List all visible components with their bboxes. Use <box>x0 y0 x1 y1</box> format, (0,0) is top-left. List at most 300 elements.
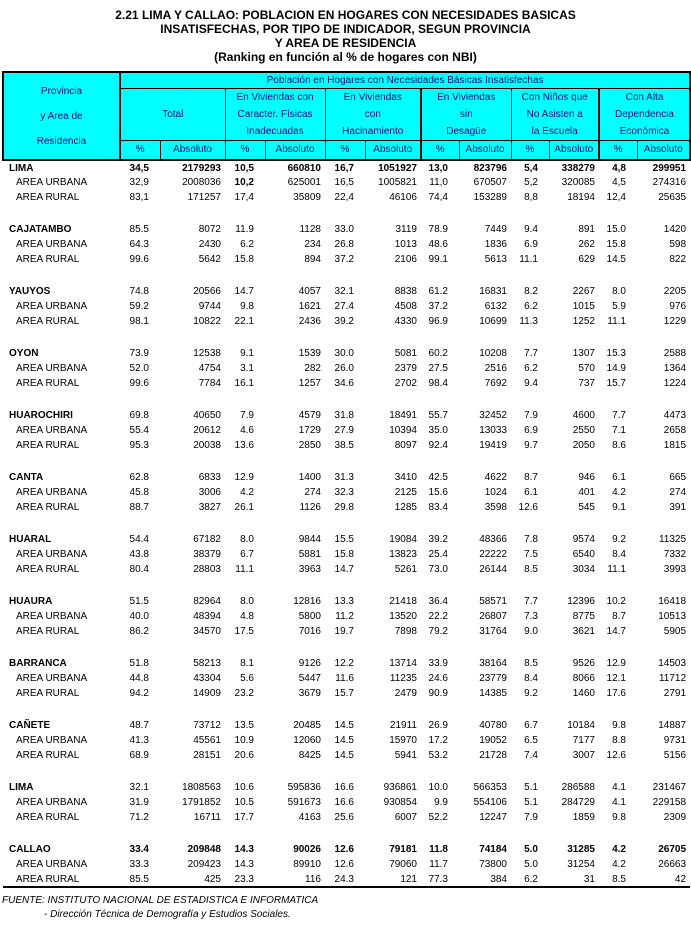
pct-value: 25.6 <box>334 812 354 823</box>
abs-value: 1460 <box>572 688 595 699</box>
pct-value: 43.8 <box>129 549 149 560</box>
abs-value: 31764 <box>479 626 507 637</box>
abs-value: 7332 <box>663 549 687 560</box>
title-line-1: 2.21 LIMA Y CALLAO: POBLACION EN HOGARES CON NECESIDADES BASICAS <box>115 8 576 22</box>
pct-value: 7.9 <box>524 410 538 421</box>
abs-value: 2516 <box>484 363 507 374</box>
pct-value: 12.1 <box>606 673 626 684</box>
pct-value: 16,5 <box>334 177 354 188</box>
pct-value: 8.4 <box>612 549 626 560</box>
abs-value: 21911 <box>389 720 417 731</box>
pct-value: 9.4 <box>524 378 538 389</box>
area-row <box>3 376 690 391</box>
pct-value: 19.7 <box>334 626 354 637</box>
province-row <box>3 470 690 485</box>
province-row <box>3 408 690 423</box>
abs-value: 2267 <box>572 286 595 297</box>
abs-value: 670507 <box>473 177 507 188</box>
pct-value: 26.0 <box>334 363 354 374</box>
abs-value: 1024 <box>484 487 507 498</box>
abs-value: 2179293 <box>182 162 221 174</box>
abs-value: 13714 <box>389 658 417 669</box>
abs-value: 3963 <box>298 564 321 575</box>
abs-value: 976 <box>669 301 687 312</box>
abs-value: 5081 <box>394 348 417 359</box>
abs-value: 42 <box>674 873 687 885</box>
abs-value: 48366 <box>479 534 507 545</box>
abs-value: 1364 <box>663 363 687 374</box>
subheader-pct-total: % <box>120 140 160 160</box>
abs-value: 1257 <box>298 378 321 389</box>
pct-value: 99.6 <box>129 378 149 389</box>
area-row <box>3 237 690 252</box>
subheader-abs-ninos-no-escuela: Absoluto <box>549 140 599 160</box>
group-header-sin-desague: En Viviendas sin Desagüe <box>421 88 511 140</box>
abs-value: 20485 <box>293 720 321 731</box>
abs-value: 116 <box>305 873 321 885</box>
pct-value: 92.4 <box>428 440 448 451</box>
abs-value: 28151 <box>193 750 221 761</box>
pct-value: 8.4 <box>524 673 538 684</box>
pct-value: 32,9 <box>129 177 149 188</box>
pct-value: 10.0 <box>428 782 448 793</box>
abs-value: 545 <box>578 502 595 513</box>
pct-value: 9.8 <box>240 301 254 312</box>
abs-value: 1285 <box>394 502 417 513</box>
spacer-row <box>3 825 690 842</box>
abs-value: 46106 <box>389 192 417 203</box>
pct-value: 4.2 <box>240 487 254 498</box>
abs-value: 660810 <box>287 162 321 174</box>
abs-value: 20038 <box>193 440 221 451</box>
row-label: YAUYOS <box>9 286 51 297</box>
area-row <box>3 547 690 562</box>
abs-value: 665 <box>669 472 687 483</box>
source-note: FUENTE: INSTITUTO NACIONAL DE ESTADISTICA E INFORMATICA <box>2 895 319 906</box>
abs-value: 13520 <box>389 611 417 622</box>
province-row <box>3 656 690 671</box>
pct-value: 11.1 <box>607 564 626 575</box>
pct-value: 14.5 <box>606 254 626 265</box>
abs-value: 9731 <box>663 735 687 746</box>
abs-value: 34570 <box>193 626 221 637</box>
abs-value: 554106 <box>473 797 507 808</box>
abs-value: 13033 <box>479 425 507 436</box>
row-label: AREA RURAL <box>16 254 80 265</box>
pct-value: 83,1 <box>129 192 149 203</box>
pct-value: 5.1 <box>524 782 538 793</box>
group-header-ninos-no-escuela: Con Niños que No Asisten a la Escuela <box>511 88 599 140</box>
pct-value: 68.9 <box>129 750 149 761</box>
pct-value: 27.5 <box>428 363 448 374</box>
abs-value: 4600 <box>572 410 595 421</box>
abs-value: 9574 <box>572 534 595 545</box>
abs-value: 6540 <box>572 549 595 560</box>
pct-value: 79.2 <box>428 626 448 637</box>
pct-value: 6.1 <box>524 487 538 498</box>
area-row <box>3 733 690 748</box>
pct-value: 7.7 <box>524 348 538 359</box>
pct-value: 52.2 <box>428 812 448 823</box>
abs-value: 4057 <box>298 286 321 297</box>
pct-value: 37.2 <box>334 254 354 265</box>
abs-value: 10699 <box>479 316 507 327</box>
pct-value: 12,4 <box>606 192 626 203</box>
abs-value: 13823 <box>389 549 417 560</box>
abs-value: 12396 <box>567 596 595 607</box>
abs-value: 2702 <box>394 378 417 389</box>
pct-value: 32.3 <box>334 487 354 498</box>
abs-value: 209423 <box>187 859 221 870</box>
pct-value: 8.7 <box>524 472 538 483</box>
pct-value: 10.9 <box>234 735 254 746</box>
group-header-total: Total <box>120 88 225 140</box>
pct-value: 39.2 <box>334 316 354 327</box>
abs-value: 6833 <box>198 472 221 483</box>
abs-value: 38379 <box>193 549 221 560</box>
pct-value: 40.0 <box>129 611 149 622</box>
abs-value: 5800 <box>298 611 321 622</box>
pct-value: 69.8 <box>129 410 149 421</box>
abs-value: 7449 <box>484 224 507 235</box>
pct-value: 27.4 <box>334 301 354 312</box>
pct-value: 16.1 <box>234 378 254 389</box>
row-label: AREA URBANA <box>16 487 88 498</box>
pct-value: 23.2 <box>234 688 254 699</box>
abs-value: 67182 <box>193 534 221 545</box>
abs-value: 8425 <box>298 750 321 761</box>
pct-value: 7.7 <box>612 410 626 421</box>
pct-value: 9.9 <box>434 797 448 808</box>
abs-value: 4754 <box>198 363 221 374</box>
spacer-row <box>3 205 690 222</box>
pct-value: 8.5 <box>524 564 538 575</box>
pct-value: 22.2 <box>428 611 448 622</box>
pct-value: 13.6 <box>234 440 254 451</box>
abs-value: 19084 <box>389 534 417 545</box>
abs-value: 7784 <box>198 378 221 389</box>
group-header-alta-dependencia: Con Alta Dependencia Económica <box>599 88 690 140</box>
abs-value: 2588 <box>663 348 687 359</box>
pct-value: 34,5 <box>129 162 149 174</box>
abs-value: 20612 <box>193 425 221 436</box>
pct-value: 5,4 <box>524 162 538 174</box>
pct-value: 99.6 <box>129 254 149 265</box>
pct-value: 64.3 <box>129 239 149 250</box>
pct-value: 4.8 <box>240 611 254 622</box>
pct-value: 14.5 <box>334 735 354 746</box>
abs-value: 10184 <box>567 720 595 731</box>
row-label: CAÑETE <box>9 720 51 731</box>
pct-value: 9.8 <box>612 720 626 731</box>
abs-value: 2125 <box>394 487 417 498</box>
pct-value: 8.6 <box>612 440 626 451</box>
pct-value: 9.2 <box>524 688 538 699</box>
pct-value: 45.8 <box>129 487 149 498</box>
row-label: CANTA <box>9 472 44 483</box>
abs-value: 7692 <box>484 378 507 389</box>
abs-value: 26663 <box>658 859 687 870</box>
row-label: HUARAL <box>9 534 52 545</box>
pct-value: 37.2 <box>428 301 448 312</box>
abs-value: 82964 <box>193 596 221 607</box>
abs-value: 19419 <box>479 440 507 451</box>
row-label: HUAROCHIRI <box>9 410 73 421</box>
abs-value: 38164 <box>479 658 507 669</box>
pct-value: 11.1 <box>519 254 538 265</box>
abs-value: 2658 <box>663 425 687 436</box>
pct-value: 8.7 <box>612 611 626 622</box>
abs-value: 1229 <box>663 316 687 327</box>
abs-value: 1224 <box>663 378 687 389</box>
abs-value: 6132 <box>484 301 507 312</box>
area-row <box>3 748 690 763</box>
abs-value: 171257 <box>187 192 221 203</box>
abs-value: 286588 <box>561 782 595 793</box>
pct-value: 83.4 <box>428 502 448 513</box>
pct-value: 8.0 <box>240 534 254 545</box>
abs-value: 4330 <box>394 316 417 327</box>
abs-value: 7016 <box>298 626 321 637</box>
pct-value: 85.5 <box>129 873 149 885</box>
abs-value: 31254 <box>567 859 595 870</box>
pct-value: 15.0 <box>606 224 626 235</box>
abs-value: 338279 <box>561 162 595 174</box>
abs-value: 4473 <box>663 410 687 421</box>
pct-value: 14.5 <box>334 750 354 761</box>
pct-value: 15.7 <box>334 688 354 699</box>
row-label: OYON <box>9 348 39 359</box>
pct-value: 16.6 <box>334 782 354 793</box>
abs-value: 2205 <box>663 286 687 297</box>
abs-value: 595836 <box>287 782 321 793</box>
abs-value: 153289 <box>473 192 507 203</box>
pct-value: 14.7 <box>234 286 254 297</box>
area-row <box>3 624 690 639</box>
pct-value: 8,8 <box>524 192 538 203</box>
row-label: AREA RURAL <box>16 812 80 823</box>
pct-value: 8.5 <box>524 658 538 669</box>
abs-value: 262 <box>578 239 595 250</box>
pct-value: 32.1 <box>334 286 354 297</box>
pct-value: 10.5 <box>234 797 254 808</box>
abs-value: 384 <box>490 873 507 885</box>
area-row <box>3 299 690 314</box>
pct-value: 73.0 <box>428 564 448 575</box>
row-label: AREA RURAL <box>16 688 80 699</box>
abs-value: 90026 <box>293 844 321 855</box>
subheader-pct-sin-desague: % <box>421 140 459 160</box>
abs-value: 5156 <box>663 750 687 761</box>
abs-value: 231467 <box>652 782 687 793</box>
abs-value: 12538 <box>193 348 221 359</box>
abs-value: 11235 <box>389 673 417 684</box>
pct-value: 14.7 <box>334 564 354 575</box>
abs-value: 3679 <box>298 688 321 699</box>
pct-value: 94.2 <box>129 688 149 699</box>
pct-value: 6.5 <box>524 735 538 746</box>
area-row <box>3 252 690 267</box>
row-label: AREA RURAL <box>16 440 80 451</box>
pct-value: 17.5 <box>234 626 254 637</box>
pct-value: 10,2 <box>234 177 254 188</box>
abs-value: 73712 <box>193 720 221 731</box>
group-header-hacinamiento: En Viviendas con Hacinamiento <box>325 88 421 140</box>
pct-value: 12.9 <box>606 658 626 669</box>
pct-value: 48.7 <box>129 720 149 731</box>
abs-value: 1621 <box>298 301 321 312</box>
pct-value: 77.3 <box>428 873 448 885</box>
pct-value: 61.2 <box>428 286 448 297</box>
abs-value: 3993 <box>663 564 687 575</box>
abs-value: 12247 <box>479 812 507 823</box>
pct-value: 29.8 <box>334 502 354 513</box>
row-label: AREA RURAL <box>16 750 80 761</box>
abs-value: 822 <box>669 254 687 265</box>
abs-value: 229158 <box>652 797 687 808</box>
province-row <box>3 346 690 361</box>
pct-value: 4.2 <box>612 487 626 498</box>
pct-value: 39.2 <box>428 534 448 545</box>
abs-value: 35809 <box>293 192 321 203</box>
abs-value: 1836 <box>484 239 507 250</box>
spacer-row <box>3 267 690 284</box>
subheader-pct-hacinamiento: % <box>325 140 365 160</box>
abs-value: 12060 <box>293 735 321 746</box>
province-row <box>3 780 690 795</box>
pct-value: 86.2 <box>129 626 149 637</box>
abs-value: 32452 <box>479 410 507 421</box>
nbi-table <box>2 71 691 888</box>
abs-value: 2479 <box>394 688 417 699</box>
pct-value: 36.4 <box>428 596 448 607</box>
abs-value: 14887 <box>658 720 687 731</box>
spacer-row <box>3 763 690 780</box>
abs-value: 79060 <box>389 859 417 870</box>
abs-value: 16418 <box>658 596 687 607</box>
area-row <box>3 872 690 887</box>
province-row <box>3 718 690 733</box>
pct-value: 9.4 <box>524 224 538 235</box>
pct-value: 11.8 <box>429 844 448 855</box>
pct-value: 15.3 <box>606 348 626 359</box>
subheader-abs-alta-dependencia: Absoluto <box>637 140 690 160</box>
pct-value: 42.5 <box>428 472 448 483</box>
abs-value: 4163 <box>298 812 321 823</box>
row-label: AREA URBANA <box>16 859 88 870</box>
group-header-viviendas-inadecuadas: En Viviendas con Caracter. Físicas Inadecuadas <box>225 88 325 140</box>
abs-value: 28803 <box>193 564 221 575</box>
area-row <box>3 485 690 500</box>
abs-value: 2550 <box>572 425 595 436</box>
row-label: AREA URBANA <box>16 549 88 560</box>
abs-value: 10394 <box>389 425 417 436</box>
area-row <box>3 500 690 515</box>
pct-value: 11.1 <box>235 564 254 575</box>
pct-value: 95.3 <box>129 440 149 451</box>
pct-value: 5.6 <box>240 673 254 684</box>
abs-value: 425 <box>204 873 221 885</box>
abs-value: 11712 <box>658 673 687 684</box>
abs-value: 3119 <box>395 224 417 235</box>
pct-value: 25.4 <box>428 549 448 560</box>
row-label: AREA RURAL <box>16 626 80 637</box>
row-label: AREA URBANA <box>16 177 88 188</box>
row-label: AREA URBANA <box>16 239 88 250</box>
table-body <box>3 160 690 888</box>
pct-value: 12.6 <box>334 859 354 870</box>
pct-value: 96.9 <box>428 316 448 327</box>
pct-value: 4,8 <box>612 162 626 174</box>
pct-value: 33.0 <box>334 224 354 235</box>
abs-value: 79181 <box>389 844 417 855</box>
pct-value: 30.0 <box>334 348 354 359</box>
row-label: AREA URBANA <box>16 301 88 312</box>
abs-value: 14503 <box>658 658 687 669</box>
abs-value: 43304 <box>193 673 221 684</box>
subheader-pct-viviendas-inadecuadas: % <box>225 140 265 160</box>
row-label: AREA RURAL <box>16 564 80 575</box>
abs-value: 591673 <box>287 797 321 808</box>
table-bottom-rule <box>3 887 690 888</box>
pct-value: 8.2 <box>524 286 538 297</box>
abs-value: 5941 <box>394 750 417 761</box>
pct-value: 5.0 <box>524 844 538 855</box>
pct-value: 15.6 <box>428 487 448 498</box>
pct-value: 12.9 <box>234 472 254 483</box>
pct-value: 85.5 <box>129 224 149 235</box>
abs-value: 10822 <box>193 316 221 327</box>
pct-value: 15.8 <box>334 549 354 560</box>
abs-value: 2309 <box>663 812 687 823</box>
pct-value: 31.9 <box>129 797 149 808</box>
spacer-row <box>3 639 690 656</box>
pct-value: 41.3 <box>129 735 149 746</box>
pct-value: 7.1 <box>612 425 626 436</box>
area-row <box>3 609 690 624</box>
area-row <box>3 438 690 453</box>
pct-value: 60.2 <box>428 348 448 359</box>
pct-value: 7.4 <box>524 750 538 761</box>
abs-value: 5881 <box>298 549 321 560</box>
pct-value: 4,5 <box>612 177 626 188</box>
pct-value: 10.2 <box>606 596 626 607</box>
abs-value: 15970 <box>389 735 417 746</box>
row-label: HUAURA <box>9 596 53 607</box>
spacer-row <box>3 391 690 408</box>
abs-value: 5447 <box>298 673 321 684</box>
abs-value: 629 <box>578 254 595 265</box>
abs-value: 7898 <box>394 626 417 637</box>
pct-value: 14.3 <box>234 859 254 870</box>
spacer-row <box>3 701 690 718</box>
abs-value: 4508 <box>394 301 417 312</box>
abs-value: 22222 <box>479 549 507 560</box>
row-label: AREA URBANA <box>16 425 88 436</box>
abs-value: 8072 <box>198 224 221 235</box>
pct-value: 55.7 <box>428 410 448 421</box>
abs-value: 1859 <box>572 812 595 823</box>
abs-value: 320085 <box>561 177 595 188</box>
pct-value: 74,4 <box>428 192 448 203</box>
pct-value: 10,5 <box>234 162 254 174</box>
spacer-row <box>3 453 690 470</box>
pct-value: 48.6 <box>428 239 448 250</box>
pct-value: 74.8 <box>129 286 149 297</box>
abs-value: 23779 <box>479 673 507 684</box>
area-row <box>3 686 690 701</box>
pct-value: 26.9 <box>428 720 448 731</box>
